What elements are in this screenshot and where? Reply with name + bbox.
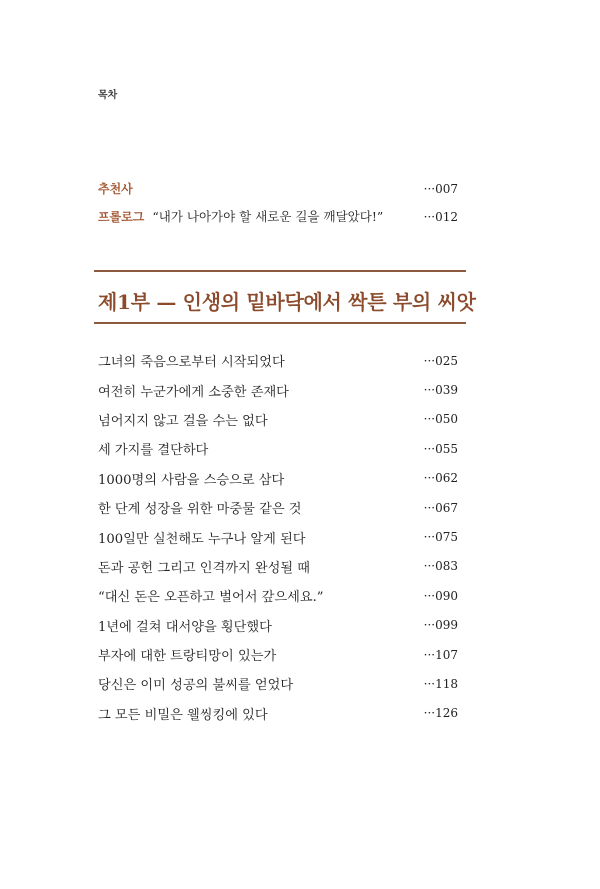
chapter-title: 넘어지지 않고 걸을 수는 없다 (98, 413, 268, 429)
chapter-item[interactable] (98, 611, 458, 640)
chapter-page: ···050 (423, 412, 458, 427)
front-matter-text: “내가 나아가야 할 새로운 길을 깨달았다!” (152, 209, 384, 224)
chapter-title: 1000명의 사람을 스승으로 삼다 (98, 472, 285, 488)
chapter-item[interactable] (98, 346, 458, 375)
chapter-title: 1년에 걸쳐 대서양을 횡단했다 (98, 619, 272, 635)
chapter-item[interactable] (98, 699, 458, 728)
chapter-item[interactable] (98, 522, 458, 551)
chapter-page: ···062 (423, 471, 458, 486)
chapter-item[interactable] (98, 669, 458, 698)
chapter-item[interactable] (98, 581, 458, 610)
chapter-page: ···118 (423, 676, 458, 691)
chapter-title: 한 단계 성장을 위한 마중물 같은 것 (98, 502, 302, 518)
front-matter-page: ···007 (423, 182, 458, 196)
chapter-page: ···025 (423, 353, 458, 368)
chapter-page: ···055 (423, 441, 458, 456)
chapter-item[interactable] (98, 640, 458, 669)
chapter-page: ···126 (423, 706, 458, 721)
front-matter-item-foreword[interactable] (98, 180, 458, 197)
chapter-item[interactable] (98, 464, 458, 493)
front-matter-label: 프롤로그 (98, 210, 145, 224)
chapter-page: ···090 (423, 588, 458, 603)
chapter-title: 그녀의 죽음으로부터 시작되었다 (98, 355, 285, 371)
part-top-rule (94, 270, 466, 272)
chapter-page: ···075 (423, 530, 458, 545)
chapter-page: ···067 (423, 500, 458, 515)
chapter-title: 여전히 누군가에게 소중한 존재다 (98, 384, 289, 400)
chapter-title: 그 모든 비밀은 웰씽킹에 있다 (98, 707, 268, 723)
chapter-page: ···039 (423, 383, 458, 398)
chapter-page: ···107 (423, 647, 458, 662)
chapter-title: “대신 돈은 오픈하고 벌어서 갚으세요.” (98, 590, 324, 606)
chapter-item[interactable] (98, 375, 458, 404)
page-label-toc: 목차 (98, 90, 118, 101)
chapter-title: 100일만 실천해도 누구나 알게 된다 (98, 531, 306, 547)
chapter-item[interactable] (98, 434, 458, 463)
front-matter-page: ···012 (423, 210, 458, 224)
chapter-title: 돈과 공헌 그리고 인격까지 완성될 때 (98, 560, 311, 576)
front-matter-item-prologue[interactable] (98, 207, 458, 225)
front-matter-label: 추천사 (98, 182, 133, 196)
chapter-list (98, 346, 458, 728)
chapter-page: ···083 (423, 559, 458, 574)
part-title: 제1부 — 인생의 밑바닥에서 싹튼 부의 씨앗 (98, 290, 476, 314)
chapter-item[interactable] (98, 552, 458, 581)
chapter-page: ···099 (423, 618, 458, 633)
chapter-title: 당신은 이미 성공의 불씨를 얻었다 (98, 678, 294, 694)
chapter-title: 부자에 대한 트랑티망이 있는가 (98, 649, 277, 665)
chapter-item[interactable] (98, 405, 458, 434)
chapter-item[interactable] (98, 493, 458, 522)
part-bottom-rule (94, 322, 466, 324)
chapter-title: 세 가지를 결단하다 (98, 443, 209, 459)
